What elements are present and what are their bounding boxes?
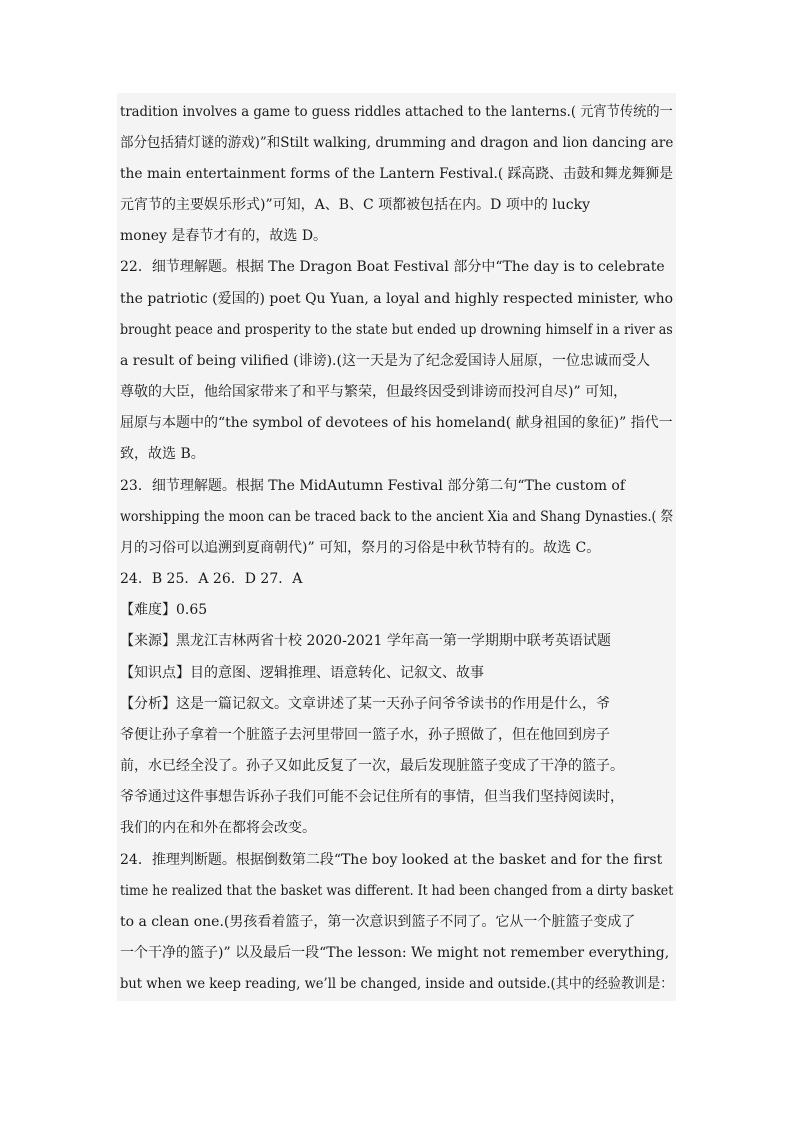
- text-line: the patriotic (爱国的) poet Qu Yuan, a loyal and highly respected minister, who: [120, 291, 674, 307]
- text-line: a result of being vilified (诽谤).(这一天是为了纪念爱国诗人屈原，一位忠诚而受人: [120, 353, 650, 369]
- text-line: money 是春节才有的，故选 D。: [120, 228, 328, 244]
- text-line: worshipping the moon can be traced back to the ancient Xia and Shang Dynasties.( 祭: [120, 509, 674, 525]
- text-line: brought peace and prosperity to the state but ended up drowning himself in a river as: [120, 322, 673, 338]
- text-line: 元宵节的主要娱乐形式)”可知，A、B、C 项都被包括在内。D 项中的 lucky: [120, 197, 591, 213]
- text-line: 24．B 25．A 26．D 27．A: [120, 571, 303, 587]
- text-line: 【难度】0.65: [120, 602, 208, 618]
- text-line: 【分析】这是一篇记叙文。文章讲述了某一天孙子问爷爷读书的作用是什么，爷: [120, 696, 610, 712]
- document-body: [117, 93, 676, 1001]
- text-line: 爷便让孙子拿着一个脏篮子去河里带回一篮子水，孙子照做了，但在他回到房子: [120, 727, 610, 743]
- text-line: 23．细节理解题。根据 The MidAutumn Festival 部分第二句“The custom of: [120, 478, 626, 494]
- text-line: the main entertainment forms of the Lantern Festival.( 踩高跷、击鼓和舞龙舞狮是: [120, 166, 673, 182]
- text-line: 部分包括猜灯谜的游戏)”和Stilt walking, drumming and dragon and lion dancing are: [120, 135, 674, 151]
- text-line: 尊敬的大臣，他给国家带来了和平与繁荣，但最终因受到诽谤而投河自尽)” 可知，: [120, 384, 628, 400]
- text-line: 一个干净的篮子)” 以及最后一段“The lesson: We might not remember everything,: [120, 945, 670, 961]
- text-line: 致，故选 B。: [120, 446, 205, 462]
- text-line: 24．推理判断题。根据倒数第二段“The boy looked at the basket and for the first: [120, 852, 663, 868]
- text-line: 屈原与本题中的“the symbol of devotees of his homeland( 献身祖国的象征)” 指代一: [120, 415, 673, 431]
- text-line: but when we keep reading, we’ll be changed, inside and outside.(其中的经验教训是：: [120, 976, 674, 992]
- text-line: to a clean one.(男孩看着篮子，第一次意识到篮子不同了。它从一个脏篮子变成了: [120, 914, 636, 930]
- text-line: 爷爷通过这件事想告诉孙子我们可能不会记住所有的事情，但当我们坚持阅读时，: [120, 789, 624, 805]
- text-line: 【知识点】目的意图、逻辑推理、语意转化、记叙文、故事: [120, 665, 484, 681]
- text-line: 前，水已经全没了。孙子又如此反复了一次，最后发现脏篮子变成了干净的篮子。: [120, 758, 624, 774]
- text-line: tradition involves a game to guess riddles attached to the lanterns.( 元宵节传统的一: [120, 104, 673, 120]
- text-line: 22．细节理解题。根据 The Dragon Boat Festival 部分中“The day is to celebrate: [120, 259, 665, 275]
- text-line: 月的习俗可以追溯到夏商朝代)” 可知，祭月的习俗是中秋节特有的。故选 C。: [120, 540, 601, 556]
- text-line: 【来源】黑龙江吉林两省十校 2020-2021 学年高一第一学期期中联考英语试题: [120, 633, 611, 649]
- text-line: 我们的内在和外在都将会改变。: [120, 820, 316, 836]
- text-line: time he realized that the basket was different. It had been changed from a dirty basket: [120, 883, 674, 899]
